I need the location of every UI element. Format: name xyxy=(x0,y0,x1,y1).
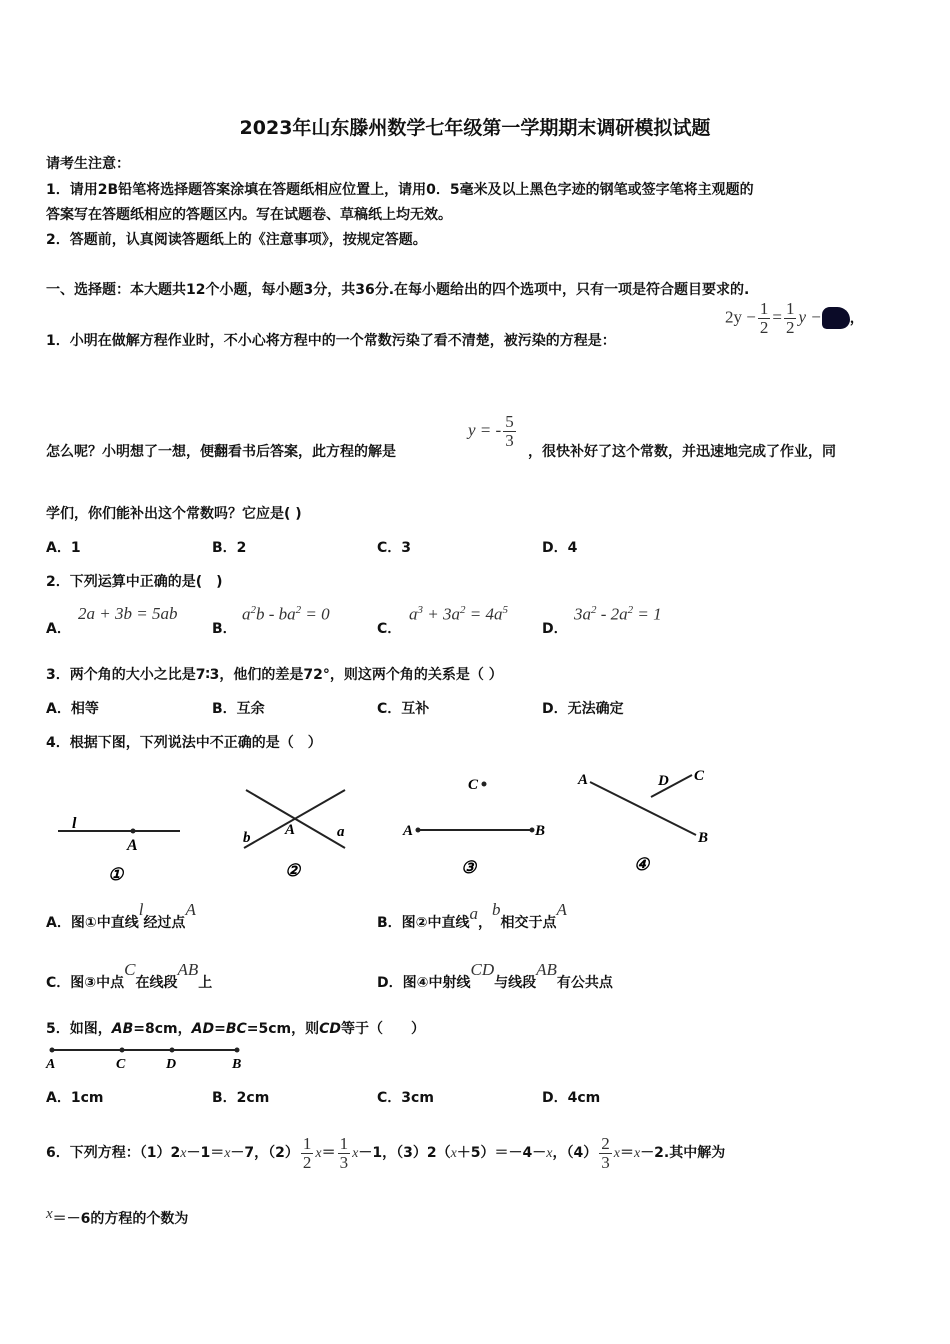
fig4-number: ④ xyxy=(634,855,650,874)
q4-text: 4．根据下图，下列说法中不正确的是（ ） xyxy=(46,735,322,751)
q6-text: 6．下列方程：（1）2x－1＝x－7，（2） $\frac{1}{2}$ x＝ $\frac{1}{3}$ x－1，（3）2（x＋5）＝－4－x，（4） $\frac{2}{3}$ x＝x－2.其中解为 xyxy=(46,1133,726,1172)
q1-equation: 2y − $\frac{1}{2}$ = $\frac{1}{2}$ y − ， xyxy=(725,299,864,337)
q5-option-c[interactable]: C．3cm xyxy=(377,1090,434,1106)
q1-solution: y = - $\frac{5}{3}$ xyxy=(468,412,514,450)
fig2-label-b: b xyxy=(243,830,251,846)
fig3-label-b: B xyxy=(535,823,546,839)
q5-label-c: C xyxy=(116,1057,126,1072)
fig3-label-a: A xyxy=(403,823,414,839)
notice-line-3: 2．答题前，认真阅读答题纸上的《注意事项》，按规定答题。 xyxy=(46,232,427,248)
fig3-label-c: C xyxy=(468,777,479,793)
q4-figure-3 xyxy=(402,777,545,877)
q3-option-d[interactable]: D．无法确定 xyxy=(542,701,624,717)
q1-text-b: 怎么呢？小明想了一想，便翻看书后答案，此方程的解是 xyxy=(46,444,396,460)
notice-line-1: 1．请用2B铅笔将选择题答案涂填在答题纸相应位置上，请用0．5毫米及以上黑色字迹的钢笔或签字笔将主观题的 xyxy=(46,182,754,198)
q5-label-d: D xyxy=(166,1057,177,1072)
q5-option-a[interactable]: A．1cm xyxy=(46,1090,104,1106)
fig4-label-a: A xyxy=(578,772,589,788)
fig2-label-a-point: A xyxy=(285,822,296,838)
q2-option-d-label[interactable]: D． xyxy=(542,621,568,637)
fig4-segment-ab xyxy=(590,782,696,835)
q4-option-a[interactable]: A．图①中直线l经过点A xyxy=(46,900,196,931)
notice-line-2: 答案写在答题纸相应的答题区内。写在试题卷、草稿纸上均无效。 xyxy=(46,207,452,223)
fig2-label-a-line: a xyxy=(337,824,345,840)
q4-option-d[interactable]: D．图④中射线CD与线段AB有公共点 xyxy=(377,960,613,991)
fig3-number: ③ xyxy=(461,858,477,877)
q1-option-c[interactable]: C．3 xyxy=(377,540,412,556)
q5-label-b: B xyxy=(232,1057,242,1072)
fig2-number: ② xyxy=(285,861,301,880)
q2-option-c-expr: $a^3 + 3a^2 = 4a^5$ xyxy=(409,604,508,624)
fig1-point-a xyxy=(131,829,136,834)
q1-text-a: 1．小明在做解方程作业时，不小心将方程中的一个常数污染了看不清楚，被污染的方程是： xyxy=(46,333,616,349)
q3-option-c[interactable]: C．互补 xyxy=(377,701,430,717)
q2-option-d-expr: $3a^2 - 2a^2 = 1$ xyxy=(574,604,662,624)
fig4-label-d: D xyxy=(658,773,669,789)
q1-option-d[interactable]: D．4 xyxy=(542,540,578,556)
notice-heading: 请考生注意： xyxy=(46,156,130,172)
section-heading: 一、选择题：本大题共12个小题，每小题3分，共36分.在每小题给出的四个选项中，只有一项是符合题目要求的. xyxy=(46,282,750,298)
q6-text-2: x＝－6的方程的个数为 xyxy=(46,1206,189,1227)
q2-option-a-expr: 2a + 3b = 5ab xyxy=(78,604,178,623)
q1-option-a[interactable]: A．1 xyxy=(46,540,81,556)
fig4-label-b: B xyxy=(698,830,709,846)
q1-option-b[interactable]: B．2 xyxy=(212,540,247,556)
page-title: 2023年山东滕州数学七年级第一学期期末调研模拟试题 xyxy=(239,117,711,139)
fig1-label-l: l xyxy=(72,815,77,832)
fig3-point-c xyxy=(482,782,487,787)
q5-figure xyxy=(0,1040,950,1076)
q4-figure-1 xyxy=(58,815,180,884)
q4-option-c[interactable]: C．图③中点C在线段AB上 xyxy=(46,960,213,991)
fig4-label-c: C xyxy=(694,768,705,784)
q5-label-a: A xyxy=(46,1057,56,1072)
q4-figure-4 xyxy=(577,768,708,874)
q4-figure-2 xyxy=(243,790,345,880)
q2-option-b-expr: $a^2b - ba^2 = 0$ xyxy=(242,604,330,624)
q1-text-c: ，很快补好了这个常数，并迅速地完成了作业，同 xyxy=(528,444,836,460)
q3-option-a[interactable]: A．相等 xyxy=(46,701,99,717)
q3-option-b[interactable]: B．互余 xyxy=(212,701,265,717)
q5-option-d[interactable]: D．4cm xyxy=(542,1090,601,1106)
q1-text-d: 学们，你们能补出这个常数吗？它应是( ) xyxy=(46,506,302,522)
q4-option-b[interactable]: B．图②中直线a，b相交于点A xyxy=(377,900,567,931)
q2-text: 2．下列运算中正确的是( ) xyxy=(46,574,223,590)
q4-figures xyxy=(0,760,950,890)
q2-option-b-label[interactable]: B． xyxy=(212,621,237,637)
fig1-label-a: A xyxy=(127,837,138,854)
q3-text: 3．两个角的大小之比是7∶3，他们的差是72°，则这两个角的关系是（ ） xyxy=(46,667,503,683)
q5-text: 5．如图，AB=8cm，AD=BC=5cm，则CD等于（ ） xyxy=(46,1021,426,1037)
q2-option-a-label[interactable]: A． xyxy=(46,621,71,637)
ink-smudge xyxy=(822,307,850,329)
q5-option-b[interactable]: B．2cm xyxy=(212,1090,270,1106)
q2-option-c-label[interactable]: C． xyxy=(377,621,402,637)
fig1-number: ① xyxy=(108,865,124,884)
